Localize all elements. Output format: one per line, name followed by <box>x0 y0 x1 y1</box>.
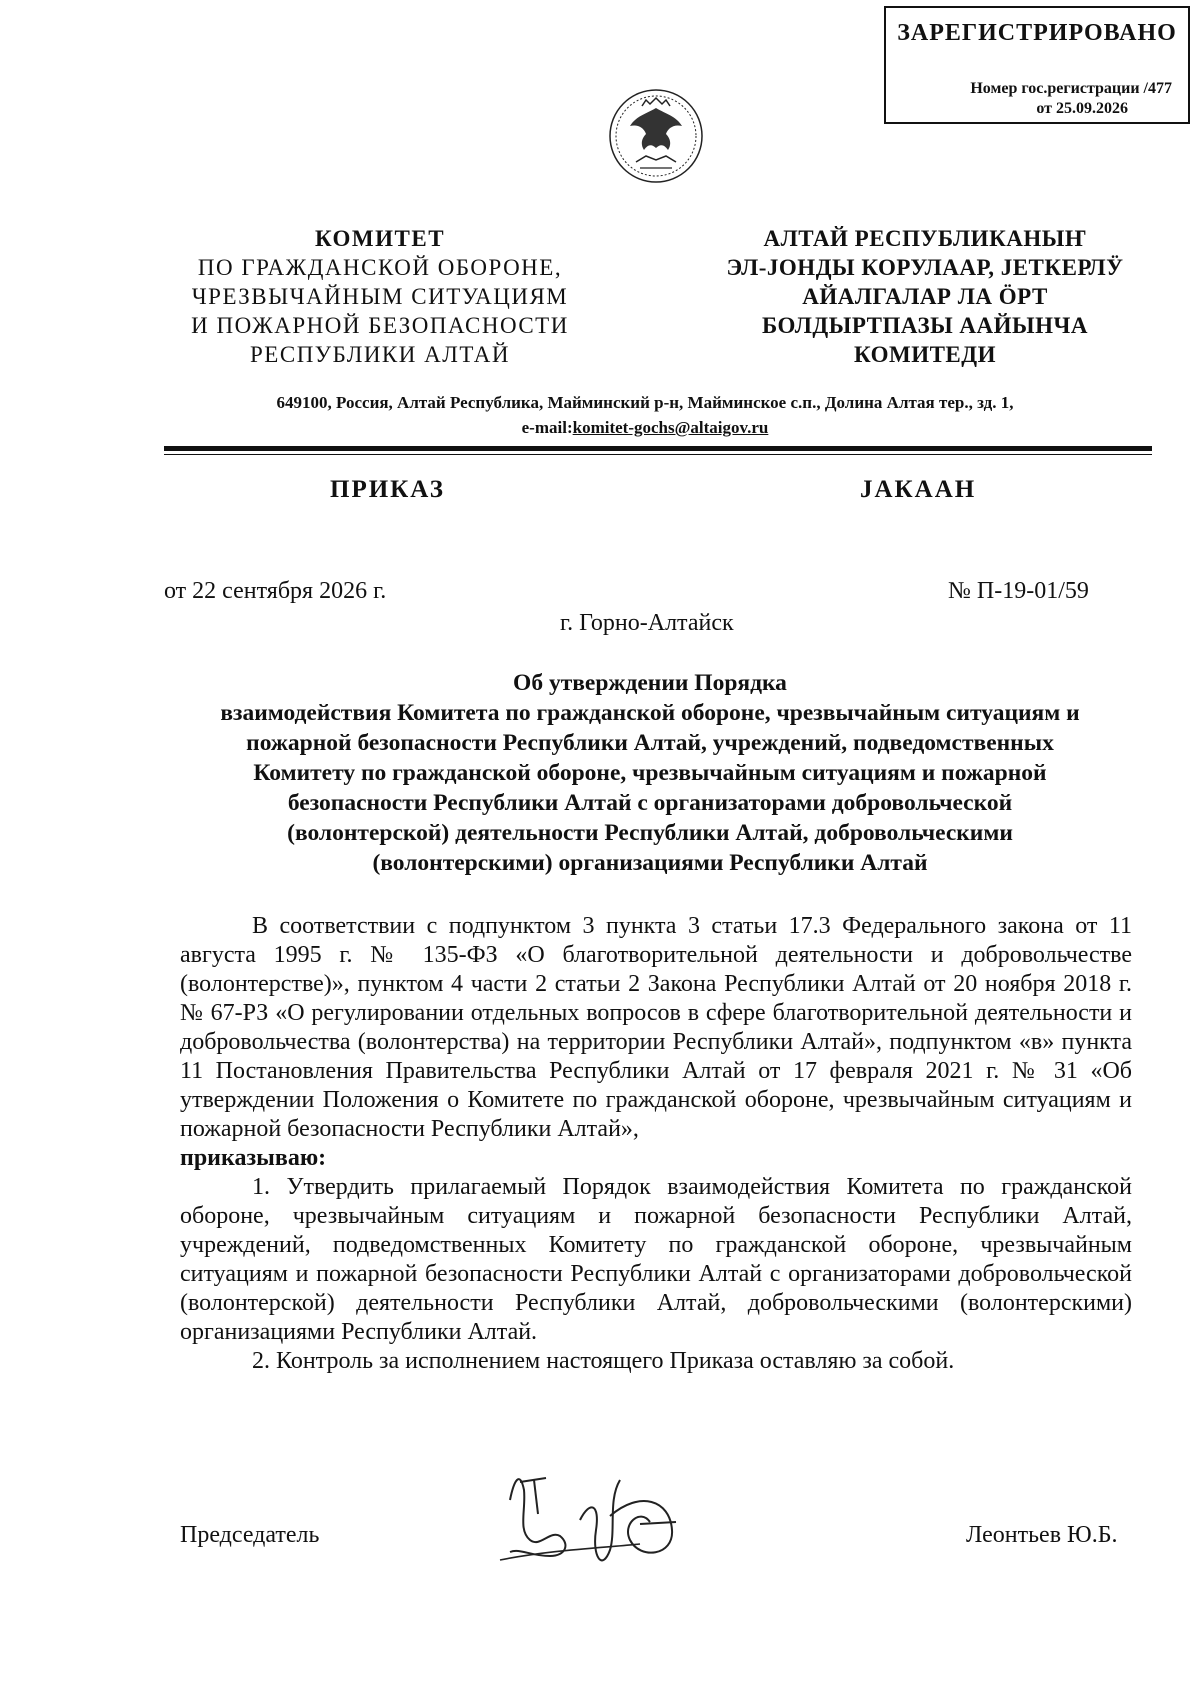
header-right-line: АЙАЛГАЛАР ЛА ӦРТ <box>802 284 1048 309</box>
document-subject <box>150 668 1150 878</box>
subject-line: взаимодействия Комитета по гражданской обороне, чрезвычайным ситуациям и <box>220 700 1080 726</box>
email-link[interactable]: komitet-gochs@altaigov.ru <box>572 418 769 437</box>
header-left-line: И ПОЖАРНОЙ БЕЗОПАСНОСТИ <box>191 313 569 338</box>
signatory-role: Председатель <box>180 1522 320 1548</box>
header-right-line: КОМИТЕДИ <box>854 342 996 367</box>
subject-line: Комитету по гражданской обороне, чрезвычайным ситуациям и пожарной <box>253 760 1047 786</box>
document-date: от 22 сентября 2026 г. <box>164 578 387 604</box>
stamp-reg-number: Номер гос.регистрации /477 <box>970 80 1172 97</box>
subject-line: (волонтерской) деятельности Республики Алтай, добровольческими <box>287 820 1013 846</box>
header-right-block <box>700 224 1150 369</box>
signatory-name: Леонтьев Ю.Б. <box>966 1522 1118 1548</box>
document-number: № П-19-01/59 <box>948 578 1089 604</box>
header-right-line: ЭЛ-ЈОНДЫ КОРУЛААР, ЈЕТКЕРЛӰ <box>726 255 1124 280</box>
header-right-line: БОЛДЫРТПАЗЫ ААЙЫНЧА <box>762 313 1088 338</box>
order-word: приказываю: <box>180 1145 327 1171</box>
stamp-reg-date: от 25.09.2026 <box>1036 100 1128 117</box>
handwritten-signature <box>490 1460 730 1590</box>
address-line: 649100, Россия, Алтай Республика, Майминский р-н, Майминское с.п., Долина Алтая тер., зд. 1, <box>276 393 1014 412</box>
header-left-line: РЕСПУБЛИКИ АЛТАЙ <box>250 342 510 367</box>
document-city: г. Горно-Алтайск <box>560 610 734 636</box>
header-divider-thin <box>164 454 1152 455</box>
subject-line: (волонтерскими) организациями Республики Алтай <box>372 850 928 876</box>
subject-line: пожарной безопасности Республики Алтай, учреждений, подведомственных <box>246 730 1054 756</box>
header-divider-thick <box>164 446 1152 451</box>
preamble-paragraph: В соответствии с подпунктом 3 пункта 3 статьи 17.3 Федерального закона от 11 августа 1995 г. № 135-ФЗ «О благотворительной деятельности и добровольчестве (волонтерстве)», пунктом 4 части 2 статьи 2 Закона Республики Алтай от 20 ноября 2018 г. № 67-РЗ «О регулировании отдельных вопросов в сфере благотворительной деятельности и добровольчества (волонтерства) на территории Республики Алтай», подпунктом «в» пункта 11 Постановления Правительства Республики Алтай от 17 февраля 2021 г. № 31 «Об утверждении Положения о Комитете по гражданской обороне, чрезвычайным ситуациям и пожарной безопасности Республики Алтай», <box>180 913 1132 1142</box>
document-body <box>180 912 1132 1376</box>
address-block <box>150 390 1140 440</box>
subject-line: Об утверждении Порядка <box>513 670 787 696</box>
header-right-line: АЛТАЙ РЕСПУБЛИКАНЫҤ <box>763 226 1087 251</box>
header-left-line: ЧРЕЗВЫЧАЙНЫМ СИТУАЦИЯМ <box>191 284 569 309</box>
header-left-block <box>170 224 590 369</box>
stamp-title: ЗАРЕГИСТРИРОВАНО <box>897 20 1177 46</box>
header-left-line: КОМИТЕТ <box>314 226 446 251</box>
order-item-1: 1. Утвердить прилагаемый Порядок взаимодействия Комитета по гражданской обороне, чрезвычайным ситуациям и пожарной безопасности Республики Алтай, учреждений, подведомственных Комитету по гражданской обороне, чрезвычайным ситуациям и пожарной безопасности Республики Алтай с организаторами добровольческой (волонтерской) деятельности Республики Алтай, добровольческими (волонтерскими) организациями Республики Алтай. <box>180 1174 1132 1345</box>
subject-line: безопасности Республики Алтай с организаторами добровольческой <box>287 790 1013 816</box>
email-prefix: e-mail: <box>521 418 573 437</box>
order-item-2: 2. Контроль за исполнением настоящего Приказа оставляю за собой. <box>252 1348 955 1374</box>
document-type-altai: ЈАКААН <box>860 476 977 503</box>
registration-stamp <box>884 6 1190 124</box>
coat-of-arms-emblem <box>606 86 706 186</box>
document-type-ru: ПРИКАЗ <box>330 476 445 503</box>
header-left-line: ПО ГРАЖДАНСКОЙ ОБОРОНЕ, <box>197 255 563 280</box>
